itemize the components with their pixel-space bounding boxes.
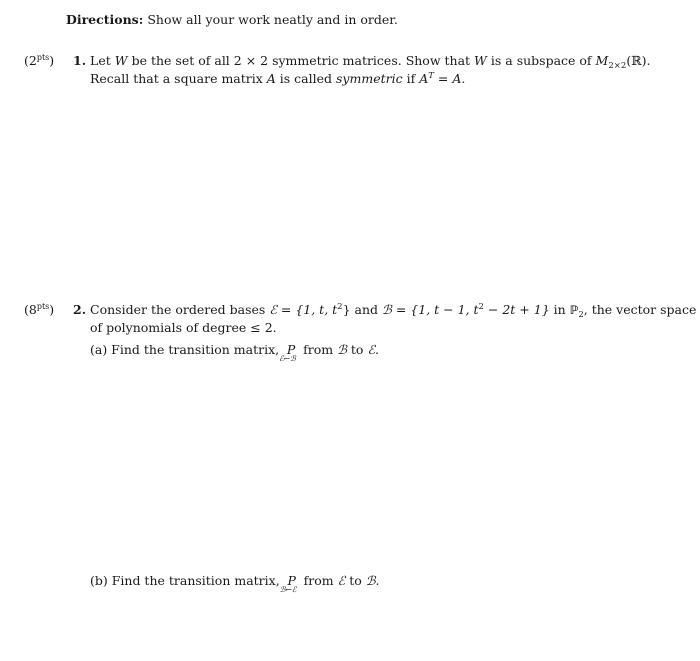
problem-1-line-2: Recall that a square matrix A is called symmetric if $A^T = A$. xyxy=(90,71,466,86)
problem-2-line-1: 2. Consider the ordered bases ℰ = {1, t, $t^2$} and ℬ = {1, t − 1, $t^2 - 2t + 1$} in ℙ$_2$, the vector space xyxy=(73,302,697,320)
symmetric-term: symmetric xyxy=(336,71,403,86)
problem-2-part-a: (a) Find the transition matrix, P ℰ←ℬ from ℬ to ℰ. xyxy=(90,342,379,363)
problem-2-part-b: (b) Find the transition matrix, P ℬ←ℰ from ℰ to ℬ. xyxy=(90,573,380,594)
transition-matrix-symbol-b: P ℬ←ℰ xyxy=(279,573,297,594)
problem-2-points: $(8^{pts})$ xyxy=(24,302,55,317)
problem-1-line-1: 1. Let W be the set of all 2 × 2 symmetric matrices. Show that W is a subspace of $M_{2\times 2}(ℝ)$. xyxy=(73,53,651,71)
problem-2-number: 2. xyxy=(73,302,87,317)
directions xyxy=(66,12,398,27)
transition-matrix-symbol-a: P ℰ←ℬ xyxy=(279,342,296,363)
problem-2-line-2: of polynomials of degree ≤ 2. xyxy=(90,320,277,335)
directions-label: Directions: xyxy=(66,12,144,27)
problem-1-number: 1. xyxy=(73,53,87,68)
directions-text: Show all your work neatly and in order. xyxy=(147,12,398,27)
problem-1-points: $(2^{pts})$ xyxy=(24,53,55,68)
